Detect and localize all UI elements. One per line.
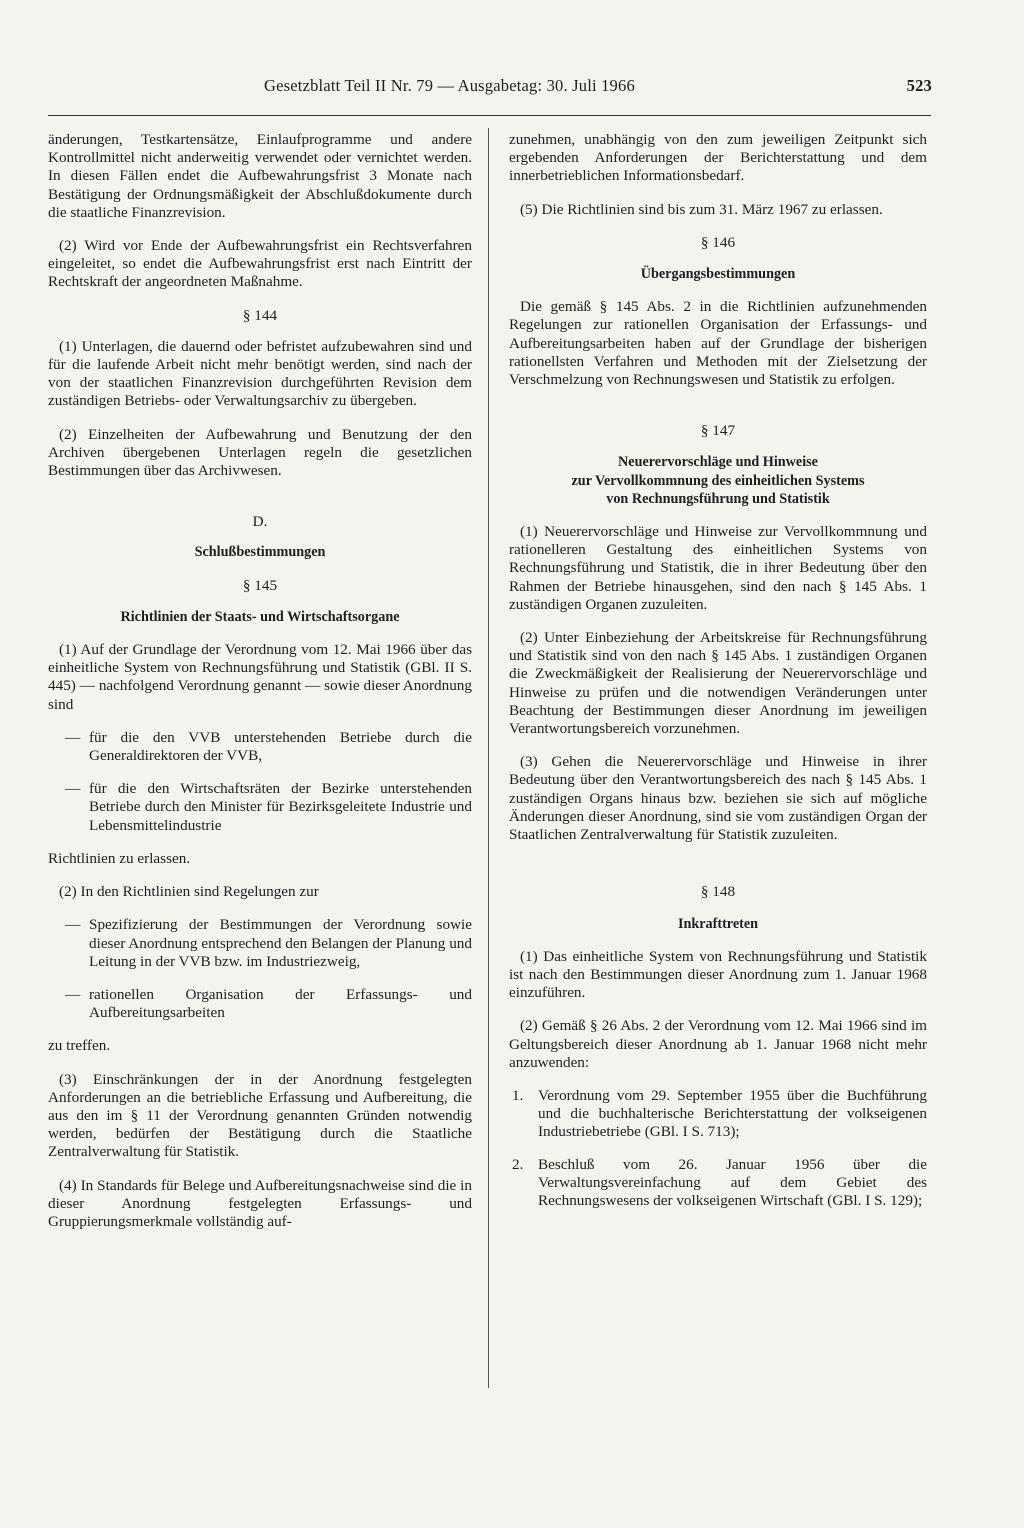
header-rule [48,115,931,116]
item-text: Verordnung vom 29. September 1955 über die Buchführung und die buchhalterische Berichterstattung der volkseigenen Industriebetriebe (GBl. I S. 713); [538,1086,927,1141]
section-number-146: § 146 [700,233,736,251]
dash-marker: — [65,916,81,934]
section-title-146: Übergangsbestimmungen [640,266,796,283]
dash-marker: — [65,728,81,746]
paragraph: Die gemäß § 145 Abs. 2 in die Richtlinien aufzunehmenden Regelungen zur rationellen Organisation der Erfassungs- und Aufbereitungsarbeiten haben auf der Grundlage der bisherigen rationellsten Verfahren und Methoden mit der Zielsetzung der Verschmelzung von Rechnungswesen und Statistik zu erfolgen. [509,298,927,389]
item-text: Beschluß vom 26. Januar 1956 über die Verwaltungsvereinfachung auf dem Gebiet des Rechnungswesens der volkseigenen Wirtschaft (GBl. I S. 129); [538,1155,927,1209]
paragraph: Richtlinien zu erlassen. [48,849,191,867]
list-item-text: rationellen Organisation der Erfassungs- und Aufbereitungsarbeiten [89,985,472,1022]
item-number: 2. [512,1155,524,1173]
right-column [509,131,927,1224]
paragraph: (2) Einzelheiten der Aufbewahrung und Benutzung der den Archiven übergebenen Unterlagen regeln die gesetzlichen Bestimmungen über das Archivwesen. [48,425,472,480]
page-header [264,76,932,102]
dash-marker: — [65,985,81,1003]
part-heading: D. [252,513,268,531]
paragraph: (1) Neuerervorschläge und Hinweise zur Vervollkommnung und rationelleren Gestaltung des einheitlichen Systems von Rechnungsführung und Statistik, die in ihrer Bedeutung über den Rahmen der Betriebe hinausgehen, sind den nach § 145 Abs. 1 zuständigen Organen zuzuleiten. [509,523,927,613]
page-number: 523 [906,76,932,95]
paragraph: (1) Das einheitliche System von Rechnungsführung und Statistik ist nach den Bestimmungen dieser Anordnung zum 1. Januar 1968 einzuführen. [509,947,927,1002]
section-title-148: Inkrafttreten [677,915,759,932]
paragraph: zunehmen, unabhängig von den zum jeweiligen Zeitpunkt sich ergebenden Anforderungen der Berichterstattung und dem innerbetrieblichen Informationsbedarf. [509,131,927,185]
paragraph: (4) In Standards für Belege und Aufbereitungsnachweise sind die in dieser Anordnung festgelegten Erfassungs- und Gruppierungsmerkmale vollständig auf- [48,1176,472,1230]
section-number-145: § 145 [242,576,278,594]
paragraph: (3) Gehen die Neuerervorschläge und Hinweise in ihrer Bedeutung über den Verantwortungsbereich des nach § 145 Abs. 1 zuständigen Organs hinaus bzw. beziehen sie sich auf mögliche Änderungen dieser Anordnung, sind sie vom zuständigen Organ der Staatlichen Zentralverwaltung für Statistik zuzuleiten. [509,753,927,844]
header-title: Gesetzblatt Teil II Nr. 79 — Ausgabetag: 30. Juli 1966 [264,76,635,95]
section-title-line: zur Vervollkommnung des einheitlichen Systems [571,472,865,489]
paragraph: (1) Auf der Grundlage der Verordnung vom 12. Mai 1966 über das einheitliche System von Rechnungsführung und Statistik (GBl. II S. 445) — nachfolgend Verordnung genannt — sowie dieser Anordnung sind [48,641,472,713]
paragraph: änderungen, Testkartensätze, Einlaufprogramme und andere Kontrollmittel nicht anderweitig verwendet oder vernichtet werden. In diesen Fällen endet die Aufbewahrungsfrist 3 Monate nach Bestätigung der Ordnungsmäßigkeit der Abschlußdokumente durch die staatliche Finanzrevision. [48,131,472,221]
list-item [48,780,472,835]
dash-marker: — [65,780,81,798]
list-item [48,986,472,1022]
list-item-text: Spezifizierung der Bestimmungen der Verordnung sowie dieser Anordnung entsprechend den Belangen der Planung und Leitung in der VVB bzw. im Industriezweig, [89,916,472,970]
paragraph: (5) Die Richtlinien sind bis zum 31. März 1967 zu erlassen. [520,200,883,218]
item-number: 1. [512,1086,524,1104]
section-number-148: § 148 [700,883,736,901]
numbered-item [509,1156,927,1211]
paragraph: (2) Unter Einbeziehung der Arbeitskreise für Rechnungsführung und Statistik sind von den nach § 145 Abs. 1 zuständigen Organen die Zweckmäßigkeit der Realisierung der Neuerervorschläge und Hinweise zu prüfen und die notwendigen Veränderungen unter Beachtung der Bestimmungen dieser Anordnung im jeweiligen Verantwortungsbereich vorzunehmen. [509,629,927,738]
list-item-text: für die den VVB unterstehenden Betriebe durch die Generaldirektoren der VVB, [89,728,472,765]
paragraph: (3) Einschränkungen der in der Anordnung festgelegten Anforderungen an die betriebliche Erfassung und Aufbereitung, die aus den im § 11 der Verordnung genannten Gründen notwendig werden, bedürfen der Bestätigung durch die Staatliche Zentralverwaltung für Statistik. [48,1070,472,1161]
section-title-line: Neuerervorschläge und Hinweise [618,454,818,471]
section-number-144: § 144 [242,306,278,324]
paragraph: zu treffen. [48,1037,111,1055]
list-item-text: für die den Wirtschaftsräten der Bezirke unterstehenden Betriebe durch den Minister für Bezirksgeleitete Industrie und Lebensmittelindustrie [89,780,472,834]
paragraph: (1) Unterlagen, die dauernd oder befristet aufzubewahren sind und für die laufende Arbeit nicht mehr benötigt werden, sind nach der von der staatlichen Finanzrevision durchgeführten Revision dem zuständigen Betriebs- oder Verwaltungsarchiv zu übergeben. [48,337,472,410]
paragraph: (2) Wird vor Ende der Aufbewahrungsfrist ein Rechtsverfahren eingeleitet, so endet die Aufbewahrungsfrist erst nach Eintritt der Rechtskraft der angeordneten Maßnahme. [48,237,472,291]
section-title-145: Richtlinien der Staats- und Wirtschaftsorgane [120,608,400,625]
column-divider [488,128,489,1388]
section-title-147 [509,453,927,508]
part-title: Schlußbestimmungen [194,544,326,561]
list-item [48,729,472,765]
section-number-147: § 147 [700,422,736,440]
list-item [48,916,472,971]
left-column [48,131,472,1246]
section-title-line: von Rechnungsführung und Statistik [606,490,830,507]
paragraph: (2) Gemäß § 26 Abs. 2 der Verordnung vom 12. Mai 1966 sind im Geltungsbereich dieser Anordnung ab 1. Januar 1968 nicht mehr anzuwenden: [509,1017,927,1071]
numbered-item [509,1087,927,1142]
paragraph: (2) In den Richtlinien sind Regelungen zur [59,883,319,901]
